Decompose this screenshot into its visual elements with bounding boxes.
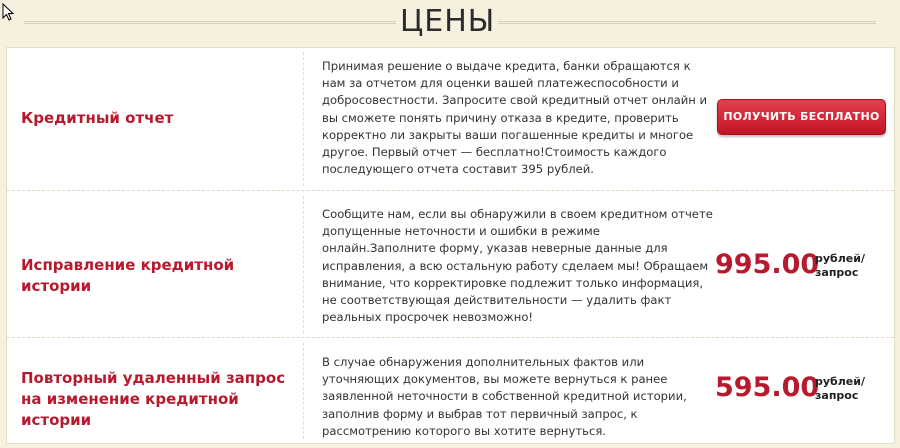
service-name: Повторный удаленный запрос на изменение кредитной истории: [21, 369, 286, 429]
price-value: 595.00: [715, 372, 820, 403]
price-value: 995.00: [715, 249, 820, 280]
mouse-cursor-icon: [2, 3, 14, 21]
service-description: Сообщите нам, если вы обнаружили в своем кредитном отчете допущенные неточности и ошибки в режиме онлайн.Заполните форму, указав неверные данные для исправления, а всю остальную работу сделаем мы! Обращаем внимание, что корректировке подлежит только информация, не соответствующая действительности — удалить факт реальных просрочек невозможно!: [322, 207, 713, 325]
row-divider: [7, 337, 894, 338]
page-title: ЦЕНЫ: [400, 4, 496, 39]
column-divider: [303, 52, 304, 186]
page-header: [0, 0, 900, 46]
pricing-row-repeat-request: [7, 339, 894, 443]
service-name: Исправление кредитной истории: [21, 256, 235, 295]
service-description: В случае обнаружения дополнительных фактов или уточняющих документов, вы можете вернуться к ранее заявленной неточности в собственной кредитной истории, заполнив форму и выбрав тот первичный запрос, к рассмотрению которого вы хотите вернуться.: [322, 355, 687, 438]
price-unit: рублей/ запрос: [815, 375, 865, 402]
column-divider: [303, 343, 304, 439]
get-free-button[interactable]: ПОЛУЧИТЬ БЕСПЛАТНО: [717, 99, 886, 135]
pricing-row-credit-history-fix: [7, 192, 894, 337]
header-rule-left: [24, 21, 396, 24]
header-rule-right: [498, 21, 876, 24]
service-description: Принимая решение о выдаче кредита, банки обращаются к нам за отчетом для оценки вашей платежеспособности и добросовестности. Запросите свой кредитный отчет онлайн и вы сможете понять причину отказа в кредите, проверить корректно ли закрыты ваши погашенные кредиты и многое другое. Первый отчет — бесплатно!Стоимость каждого последующего отчета составит 395 рублей.: [322, 59, 708, 177]
column-divider: [303, 196, 304, 333]
service-name: Кредитный отчет: [21, 109, 174, 127]
row-divider: [7, 190, 894, 191]
price-unit: рублей/ запрос: [815, 252, 865, 279]
pricing-row-credit-report: [7, 48, 894, 190]
pricing-table: [6, 47, 895, 444]
